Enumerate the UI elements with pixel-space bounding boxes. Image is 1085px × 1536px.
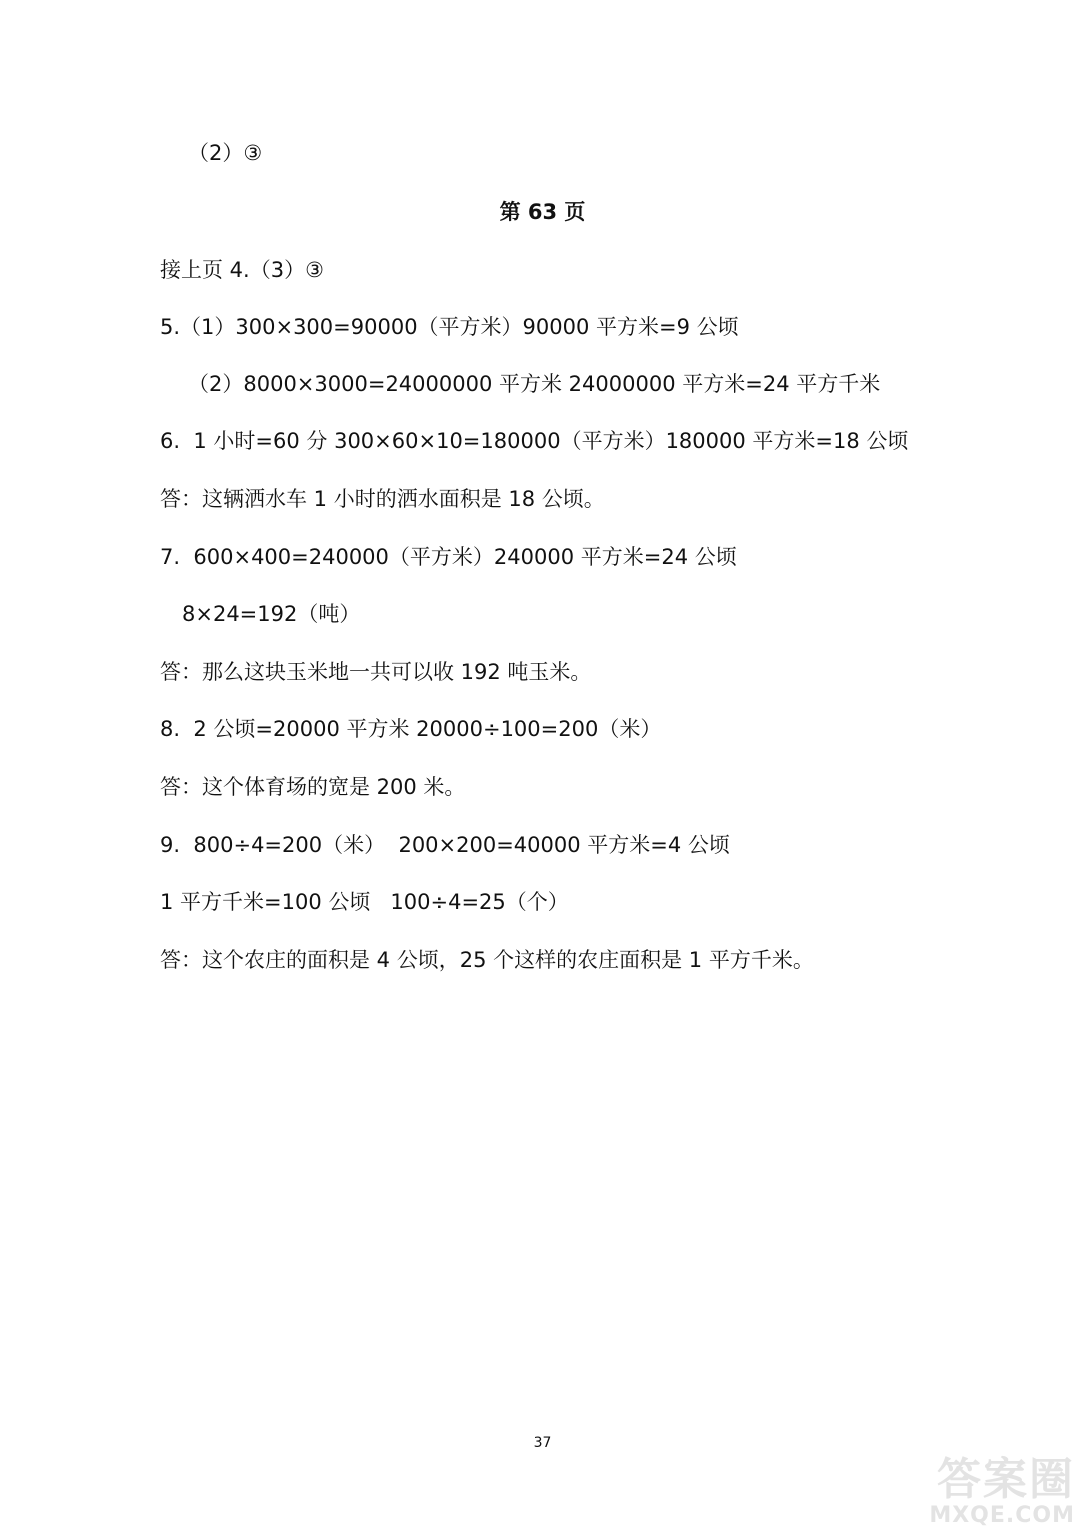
section-heading: 第 63 页 <box>499 200 586 224</box>
answer-line-6: 6. 1 小时=60 分 300×60×10=180000（平方米）180000 平方米=18 公顷 <box>160 429 909 453</box>
answer-line-2-3: （2）③ <box>188 141 263 165</box>
answer-line-9: 9. 800÷4=200（米） 200×200=40000 平方米=4 公顷 <box>160 833 730 857</box>
answer-line-9-step2: 1 平方千米=100 公顷 100÷4=25（个） <box>160 890 569 914</box>
answer-line-5-2: （2）8000×3000=24000000 平方米 24000000 平方米=24 平方千米 <box>188 372 881 396</box>
answer-line-9-conclusion: 答：这个农庄的面积是 4 公顷，25 个这样的农庄面积是 1 平方千米。 <box>160 948 814 972</box>
answer-line-7-conclusion: 答：那么这块玉米地一共可以收 192 吨玉米。 <box>160 660 592 684</box>
answer-line-6-conclusion: 答：这辆洒水车 1 小时的洒水面积是 18 公顷。 <box>160 487 605 511</box>
watermark-logo-text: 答案圈 <box>937 1454 1075 1505</box>
page-number: 37 <box>533 1435 552 1451</box>
answer-line-7: 7. 600×400=240000（平方米）240000 平方米=24 公顷 <box>160 545 737 569</box>
watermark-url-text: MXQE.COM <box>929 1503 1075 1528</box>
answer-line-7-step2: 8×24=192（吨） <box>182 602 361 626</box>
watermark-logo <box>909 1452 1079 1532</box>
answer-line-8: 8. 2 公顷=20000 平方米 20000÷100=200（米） <box>160 717 662 741</box>
answer-line-continued: 接上页 4.（3）③ <box>160 258 324 282</box>
answer-line-8-conclusion: 答：这个体育场的宽是 200 米。 <box>160 775 466 799</box>
answer-line-5-1: 5.（1）300×300=90000（平方米）90000 平方米=9 公顷 <box>160 315 739 339</box>
